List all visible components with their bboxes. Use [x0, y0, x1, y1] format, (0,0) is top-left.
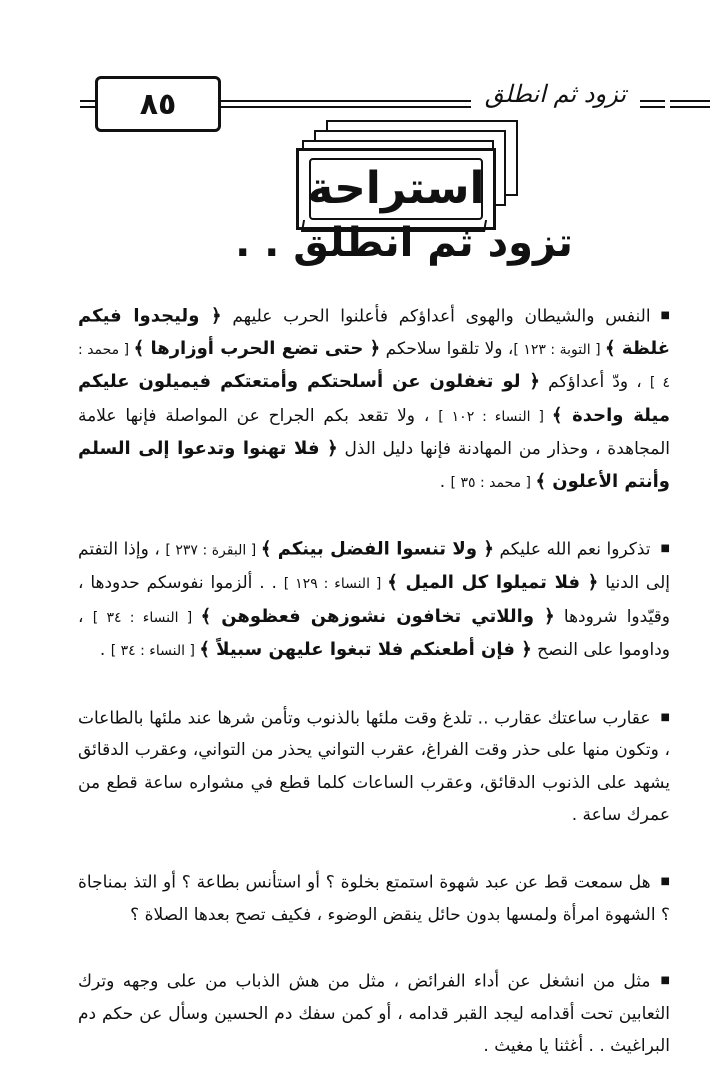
paragraph-text: ، وداوموا على النصح: [78, 606, 670, 660]
verse-reference: [ النساء : ٣٤ ]: [92, 609, 201, 626]
paragraph: [78, 533, 670, 667]
verse-reference: [ النساء : ١٠٢ ]: [438, 408, 552, 425]
page-number: ٨٥: [95, 76, 221, 132]
body-text: [78, 300, 670, 1063]
header-rule-right: [670, 100, 710, 108]
bullet-icon: ■: [660, 543, 670, 555]
verse-reference: [ النساء : ١٢٩ ]: [283, 576, 388, 592]
paragraph-text: تذكروا نعم الله عليكم: [493, 539, 651, 560]
bullet-icon: ■: [660, 875, 670, 887]
paragraph-text: .: [439, 471, 451, 492]
banner-card: [296, 148, 496, 230]
verse-reference: [ التوبة : ١٢٣ ]: [513, 341, 606, 358]
bullet-icon: ■: [660, 711, 670, 723]
paragraph-text: النفس والشيطان والهوى أعداؤكم فأعلنوا الحرب عليهم: [221, 306, 651, 327]
quran-quote: ﴿ فلا تهنوا وتدعوا إلى السلم وأنتم الأعلون ﴾: [78, 438, 670, 492]
bullet-icon: ■: [660, 310, 670, 321]
quran-quote: ﴿ واللاتي تخافون نشوزهن فعظوهن ﴾: [200, 605, 555, 627]
quran-quote: ﴿ فلا تميلوا كل الميل ﴾: [387, 572, 599, 593]
paragraph-text: ، ولا تقعد بكم الجراح عن المواصلة فإنها علامة المجاهدة ، وحذار من المهادنة فإنها دليل الذل: [78, 405, 670, 460]
running-title: تزود ثم انطلق: [471, 80, 640, 108]
verse-reference: [ البقرة : ٢٣٧ ]: [165, 542, 261, 559]
verse-reference: [ محمد : ٣٥ ]: [450, 474, 536, 491]
paragraph-text: .: [99, 640, 111, 660]
section-title: تزود ثم انطلق . .: [235, 220, 573, 266]
quran-quote: ﴿ حتى تضع الحرب أوزارها ﴾: [133, 337, 381, 359]
bullet-icon: ■: [660, 975, 670, 986]
paragraph: [78, 965, 670, 1063]
quran-quote: ﴿ فإن أطعنكم فلا تبغوا عليهن سبيلاً ﴾: [199, 639, 532, 660]
paragraph: [78, 866, 670, 931]
paragraph-text: . . ألزموا نفوسكم حدودها ، وقيّدوا شرودها: [78, 573, 671, 627]
paragraph-text: هل سمعت قط عن عبد شهوة استمتع بخلوة ؟ أو استأنس بطاعة ؟ أو التذ بمناجاة ؟ الشهوة امرأة ولمسها بدون حائل ينقض الوضوء ، فكيف تصح بعدها الصلاة ؟: [78, 872, 670, 925]
paragraph-text: ، ولا تلقوا سلاحكم: [380, 338, 514, 359]
paragraph: [78, 300, 670, 499]
paragraph-text: عقارب ساعتك عقارب .. تلدغ وقت ملئها بالذنوب وتأمن شرها عند ملئها بالطاعات ، وتكون منها على حذر وقت الفراغ، عقرب التواني يحذر من التواني، وعقرب الدقائق يشهد على الذنوب الدقائق، وعقرب الساعات كلما قطع في مشواره ساعة قطع من عمرك ساعة .: [78, 707, 670, 826]
paragraph: [78, 702, 670, 832]
verse-reference: [ محمد : ٤ ]: [78, 341, 670, 392]
paragraph-text: ، وإذا التفتم إلى الدنيا: [78, 539, 671, 593]
banner-label: استراحة: [309, 158, 483, 220]
verse-reference: [ النساء : ٣٤ ]: [110, 643, 200, 659]
quran-quote: ﴿ لو تغفلون عن أسلحتكم وأمتعتكم فيميلون عليكم ميلة واحدة ﴾: [78, 371, 670, 426]
quran-quote: ﴿ ولا تنسوا الفضل بينكم ﴾: [260, 538, 494, 560]
paragraph-text: مثل من انشغل عن أداء الفرائض ، مثل من هش الذباب من على وجهه وترك الثعابين تحت أقدامه ليجد القبر قدامه ، أو كمن سفك دم الحسين وسأل عن حكم دم البراغيث . . أغثنا يا مغيث .: [78, 971, 670, 1057]
paragraph-text: ، ودّ أعداؤكم: [539, 372, 650, 393]
quran-quote: ﴿ وليجدوا فيكم غلظة ﴾: [78, 305, 670, 359]
